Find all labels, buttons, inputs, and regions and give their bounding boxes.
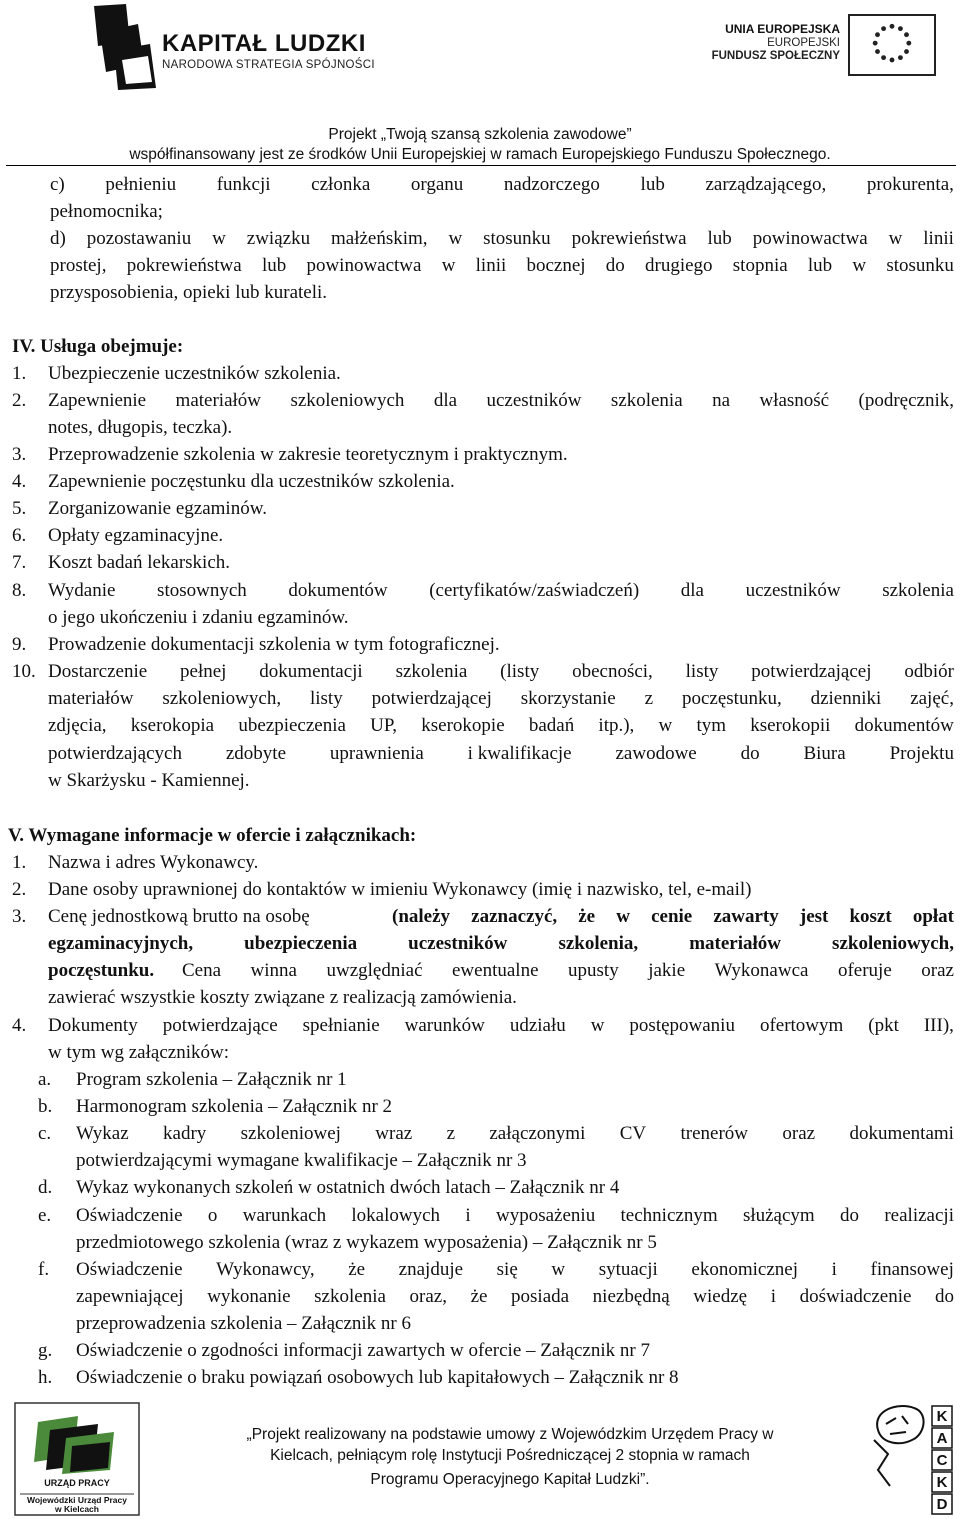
word: szkoleniowych, — [832, 933, 954, 954]
word: jakie — [648, 960, 686, 981]
word: potwierdzających — [48, 743, 182, 764]
word: szkolenia, — [558, 933, 639, 954]
word: organu — [410, 174, 464, 195]
word: (pkt — [868, 1015, 899, 1036]
word: (należy — [392, 906, 451, 927]
list-item: Zorganizowanie egzaminów. — [48, 498, 267, 519]
list-item — [48, 658, 954, 685]
word: nadzorczego — [503, 174, 600, 195]
word: linii — [475, 255, 507, 276]
word: Wykonawca — [714, 960, 809, 981]
list-item-bold-end: poczęstunku. — [48, 960, 155, 981]
sublist-item-continuation — [76, 1283, 954, 1310]
word: badań — [528, 715, 575, 736]
word: prokurenta, — [866, 174, 954, 195]
sublist-item — [76, 1256, 954, 1283]
right-logo-letter-4: K — [936, 1474, 948, 1491]
list-number: 5. — [12, 498, 27, 519]
list-number: 3. — [12, 906, 27, 927]
list-item-continuation: notes, długopis, teczka). — [48, 417, 233, 438]
eu-label-line2: EUROPEJSKI — [767, 37, 840, 49]
word: pełnieniu — [105, 174, 177, 195]
list-item-continuation: o jego ukończeniu i zdaniu egzaminów. — [48, 607, 349, 628]
word: do — [740, 743, 760, 764]
word: tym — [696, 715, 727, 736]
list-item-plain: Cenę jednostkową brutto na osobę — [48, 906, 310, 927]
word: że — [348, 1259, 366, 1280]
word: znajduje — [398, 1259, 464, 1280]
list-number: 1. — [12, 363, 27, 384]
list-item-bold — [392, 903, 954, 930]
word: potwierdzającej — [371, 688, 492, 709]
word: Oświadczenie — [76, 1205, 183, 1226]
word: zaznaczyć, — [471, 906, 558, 927]
word: obecności, — [572, 661, 653, 682]
word: cenie — [651, 906, 693, 927]
word: kserokopia — [130, 715, 215, 736]
word: opłat — [912, 906, 954, 927]
word: w — [441, 255, 456, 276]
word: listy — [685, 661, 719, 682]
intro-d-line2 — [50, 252, 954, 279]
list-item: Koszt badań lekarskich. — [48, 552, 231, 573]
word: oraz — [782, 1123, 816, 1144]
word: w — [448, 228, 463, 249]
list-number: 7. — [12, 552, 27, 573]
intro-c-line2: pełnomocnika; — [50, 201, 163, 222]
word: zawodowe — [615, 743, 697, 764]
left-logo-text-2: Wojewódzki Urząd Pracy — [27, 1495, 127, 1505]
word: oraz — [921, 960, 954, 981]
word: do — [605, 255, 625, 276]
sublist-letter: f. — [38, 1259, 50, 1280]
project-funding-note: współfinansowany jest ze środków Unii Europejskiej w ramach Europejskiego Funduszu Społecznego. — [129, 146, 831, 163]
word: doświadczenie — [799, 1286, 912, 1307]
word: pokrewieństwa — [571, 228, 687, 249]
intro-d-line3: przysposobienia, opieki lub kurateli. — [50, 282, 328, 303]
word: szkolenia — [610, 390, 683, 411]
list-number: 9. — [12, 634, 27, 655]
footer-line-1: „Projekt realizowany na podstawie umowy z Wojewódzkim Urzędem Pracy w — [246, 1426, 774, 1443]
list-item-bold-continuation — [48, 930, 954, 957]
word: warunków — [404, 1015, 485, 1036]
word: Wykonawcy, — [216, 1259, 315, 1280]
word: Dokumenty — [48, 1015, 138, 1036]
sublist-letter: h. — [38, 1367, 53, 1388]
list-item-continuation — [48, 740, 954, 767]
word: posiada — [511, 1286, 570, 1307]
word: Projektu — [889, 743, 954, 764]
word: Cena — [182, 960, 222, 981]
word: CV — [619, 1123, 647, 1144]
list-item-continuation — [182, 957, 954, 984]
list-item — [48, 1012, 954, 1039]
list-item: Zapewnienie poczęstunku dla uczestników szkolenia. — [48, 471, 455, 492]
word: w — [551, 1259, 566, 1280]
sublist-item-continuation: przeprowadzenia szkolenia – Załącznik nr 6 — [76, 1313, 411, 1334]
kackd-logo-icon — [868, 1400, 956, 1516]
word: stosownych — [157, 580, 247, 601]
page-header — [0, 0, 960, 170]
list-item-continuation — [48, 712, 954, 739]
word: zarządzającego, — [705, 174, 827, 195]
word: zapewniającej — [76, 1286, 184, 1307]
list-item-continuation: w Skarżysku - Kamiennej. — [48, 770, 250, 791]
word: w — [852, 255, 867, 276]
eu-flag-icon — [848, 14, 936, 76]
word: na — [712, 390, 731, 411]
word: szkoleniowych, — [162, 688, 282, 709]
word: ubezpieczenia — [238, 715, 346, 736]
list-item: Ubezpieczenie uczestników szkolenia. — [48, 363, 341, 384]
word: związku — [246, 228, 311, 249]
list-number: 3. — [12, 444, 27, 465]
list-item: Przeprowadzenie szkolenia w zakresie teoretycznym i praktycznym. — [48, 444, 568, 465]
word: egzaminacyjnych, — [48, 933, 194, 954]
word: linii — [923, 228, 954, 249]
kapital-ludzki-title: KAPITAŁ LUDZKI — [162, 30, 366, 57]
word: własność — [759, 390, 830, 411]
word: powinowactwa — [752, 228, 868, 249]
word: skorzystanie — [520, 688, 616, 709]
word: wyposażeniu — [496, 1205, 596, 1226]
right-logo-letter-1: K — [936, 1408, 948, 1425]
eu-label-line3: FUNDUSZ SPOŁECZNY — [711, 50, 840, 62]
list-number: 4. — [12, 1015, 27, 1036]
word: drugiego — [645, 255, 713, 276]
intro-c-line1 — [50, 171, 954, 198]
word: udziału — [509, 1015, 566, 1036]
word: szkolenia — [882, 580, 954, 601]
word: wykonanie — [207, 1286, 291, 1307]
word: potwierdzające — [162, 1015, 278, 1036]
word: c) — [50, 174, 65, 195]
word: upusty — [568, 960, 619, 981]
word: zajęć, — [910, 688, 954, 709]
word: do — [840, 1205, 860, 1226]
word: szkolenia — [314, 1286, 386, 1307]
sublist-letter: d. — [38, 1177, 53, 1198]
left-logo-text-1: URZĄD PRACY — [44, 1478, 110, 1488]
word: szkoleniowych — [290, 390, 405, 411]
word: materiałów — [689, 933, 781, 954]
wup-kielce-logo-icon — [14, 1402, 140, 1516]
word: dla — [680, 580, 704, 601]
sublist-item: Program szkolenia – Załącznik nr 1 — [76, 1069, 347, 1090]
word: w — [888, 228, 903, 249]
word: lub — [707, 228, 732, 249]
word: bocznej — [526, 255, 586, 276]
sublist-item — [76, 1202, 954, 1229]
sublist-letter: c. — [38, 1123, 52, 1144]
word: się — [496, 1259, 518, 1280]
word: małżeńskim, — [330, 228, 428, 249]
intro-d-line1 — [50, 225, 954, 252]
eu-label-line1: UNIA EUROPEJSKA — [725, 22, 840, 36]
word: sytuacji — [598, 1259, 658, 1280]
word: szkoleniowej — [240, 1123, 341, 1144]
word: Oświadczenie — [76, 1259, 183, 1280]
list-item: Prowadzenie dokumentacji szkolenia w tym fotograficznej. — [48, 634, 500, 655]
kapital-ludzki-logo-icon — [86, 2, 158, 92]
word: warunkach — [242, 1205, 327, 1226]
word: odbiór — [904, 661, 954, 682]
sublist-letter: a. — [38, 1069, 52, 1090]
word: technicznym — [620, 1205, 718, 1226]
word: Biura — [803, 743, 846, 764]
word: w — [590, 1015, 605, 1036]
left-logo-text-3: w Kielcach — [55, 1504, 99, 1514]
word: stopnia — [732, 255, 788, 276]
word: koszt — [849, 906, 892, 927]
word: kserokopii — [750, 715, 831, 736]
word: stosunku — [886, 255, 954, 276]
word: itp.), — [598, 715, 635, 736]
list-number: 10. — [12, 661, 36, 682]
word: powinowactwa — [306, 255, 422, 276]
word: Dostarczenie — [48, 661, 148, 682]
word: i kwalifikacje — [467, 743, 572, 764]
list-item — [48, 387, 954, 414]
word: postępowaniu — [629, 1015, 735, 1036]
project-name: Projekt „Twoją szansą szkolenia zawodowe” — [328, 126, 632, 143]
list-item-continuation: zawierać wszystkie koszty związane z realizacją zamówienia. — [48, 987, 517, 1008]
word: dokumentami — [849, 1123, 954, 1144]
word: kserokopie — [421, 715, 505, 736]
word: niezbędną — [592, 1286, 670, 1307]
word: realizacji — [884, 1205, 954, 1226]
footer-line-2: Kielcach, pełniącym rolę Instytucji Pośredniczącej 2 stopnia w ramach — [270, 1447, 750, 1464]
word: Zapewnienie — [48, 390, 147, 411]
sublist-item: Oświadczenie o braku powiązań osobowych lub kapitałowych – Załącznik nr 8 — [76, 1367, 679, 1388]
list-item: Dane osoby uprawnionej do kontaktów w imieniu Wykonawcy (imię i nazwisko, tel, e-mail) — [48, 879, 752, 900]
word: Wykaz — [76, 1123, 129, 1144]
word: ekonomicznej — [691, 1259, 798, 1280]
sublist-letter: g. — [38, 1340, 53, 1361]
word: (listy — [500, 661, 540, 682]
word: trenerów — [680, 1123, 749, 1144]
right-logo-letter-3: C — [936, 1452, 948, 1469]
word: szkolenia — [395, 661, 468, 682]
word: (podręcznik, — [858, 390, 954, 411]
word: do — [935, 1286, 954, 1307]
sublist-item: Oświadczenie o zgodności informacji zawartych w ofercie – Załącznik nr 7 — [76, 1340, 650, 1361]
word: że — [578, 906, 596, 927]
word: wiedzę — [693, 1286, 748, 1307]
word: materiałów — [48, 688, 134, 709]
word: prostej, — [50, 255, 107, 276]
word: spełnianie — [302, 1015, 380, 1036]
word: stosunku — [483, 228, 551, 249]
word: lokalowych — [351, 1205, 441, 1226]
word: służącym — [742, 1205, 815, 1226]
word: jest — [799, 906, 829, 927]
word: kadry — [163, 1123, 207, 1144]
eu-fund-label — [708, 22, 840, 62]
sublist-item: Wykaz wykonanych szkoleń w ostatnich dwóch latach – Załącznik nr 4 — [76, 1177, 620, 1198]
word: dokumentacji — [259, 661, 363, 682]
right-logo-letter-2: A — [936, 1430, 948, 1447]
word: lub — [640, 174, 665, 195]
list-number: 6. — [12, 525, 27, 546]
list-number: 4. — [12, 471, 27, 492]
list-item-continuation — [48, 685, 954, 712]
section-v-heading: V. Wymagane informacje w ofercie i załącznikach: — [8, 825, 417, 846]
word: ofertowym — [759, 1015, 844, 1036]
word: dzienniki — [810, 688, 882, 709]
word: uwzględniać — [326, 960, 423, 981]
word: Wydanie — [48, 580, 116, 601]
word: listy — [309, 688, 343, 709]
word: uczestników — [745, 580, 841, 601]
word: funkcji — [216, 174, 271, 195]
word: załączonymi — [489, 1123, 586, 1144]
word: pokrewieństwa — [126, 255, 242, 276]
list-number: 1. — [12, 852, 27, 873]
word: w — [212, 228, 226, 249]
list-item-continuation: w tym wg załączników: — [48, 1042, 229, 1063]
word: ubezpieczenia — [244, 933, 358, 954]
word: (certyfikatów/zaświadczeń) — [429, 580, 640, 601]
list-number: 2. — [12, 390, 27, 411]
word: potwierdzającej — [751, 661, 872, 682]
word: pozostawaniu — [86, 228, 192, 249]
sublist-letter: e. — [38, 1205, 52, 1226]
sublist-item-continuation: przedmiotowego szkolenia (wraz z wykazem wyposażenia) – Załącznik nr 5 — [76, 1232, 657, 1253]
word: zdjęcia, — [48, 715, 107, 736]
word: finansowej — [870, 1259, 954, 1280]
section-iv-heading: IV. Usługa obejmuje: — [12, 336, 184, 357]
word: dokumentów — [288, 580, 388, 601]
word: oraz, — [409, 1286, 447, 1307]
header-divider — [6, 165, 956, 166]
list-item: Opłaty egzaminacyjne. — [48, 525, 224, 546]
list-number: 8. — [12, 580, 27, 601]
word: uczestników — [486, 390, 582, 411]
word: ewentualne — [452, 960, 539, 981]
word: że — [470, 1286, 488, 1307]
word: winna — [250, 960, 297, 981]
word: uczestników — [408, 933, 508, 954]
word: III), — [923, 1015, 954, 1036]
sublist-item: Harmonogram szkolenia – Załącznik nr 2 — [76, 1096, 393, 1117]
sublist-letter: b. — [38, 1096, 53, 1117]
word: o — [207, 1205, 218, 1226]
word: z — [446, 1123, 455, 1144]
word: dokumentów — [854, 715, 954, 736]
word: pełnej — [180, 661, 227, 682]
word: w — [658, 715, 673, 736]
word: i — [465, 1205, 471, 1226]
word: i — [770, 1286, 776, 1307]
word: i — [831, 1259, 837, 1280]
word: lub — [261, 255, 287, 276]
word: poczęstunku, — [681, 688, 782, 709]
sublist-item-continuation: potwierdzającymi wymagane kwalifikacje – Załącznik nr 3 — [76, 1150, 527, 1171]
word: dla — [433, 390, 458, 411]
word: materiałów — [175, 390, 262, 411]
word: w — [616, 906, 630, 927]
word: z — [644, 688, 654, 709]
right-logo-letter-5: D — [936, 1496, 948, 1513]
word: UP, — [370, 715, 398, 736]
word: uprawnienia — [329, 743, 424, 764]
list-item: Nazwa i adres Wykonawcy. — [48, 852, 259, 873]
word: d) — [50, 228, 66, 249]
word: lub — [807, 255, 833, 276]
word: oferuje — [837, 960, 892, 981]
sublist-item — [76, 1120, 954, 1147]
footer-line-3: Programu Operacyjnego Kapitał Ludzki”. — [370, 1471, 650, 1488]
word: zawarty — [713, 906, 779, 927]
word: członka — [311, 174, 371, 195]
word: wraz — [375, 1123, 413, 1144]
kapital-ludzki-subtitle: NARODOWA STRATEGIA SPÓJNOŚCI — [162, 59, 375, 71]
word: zdobyte — [225, 743, 287, 764]
list-item — [48, 577, 954, 604]
list-number: 2. — [12, 879, 27, 900]
